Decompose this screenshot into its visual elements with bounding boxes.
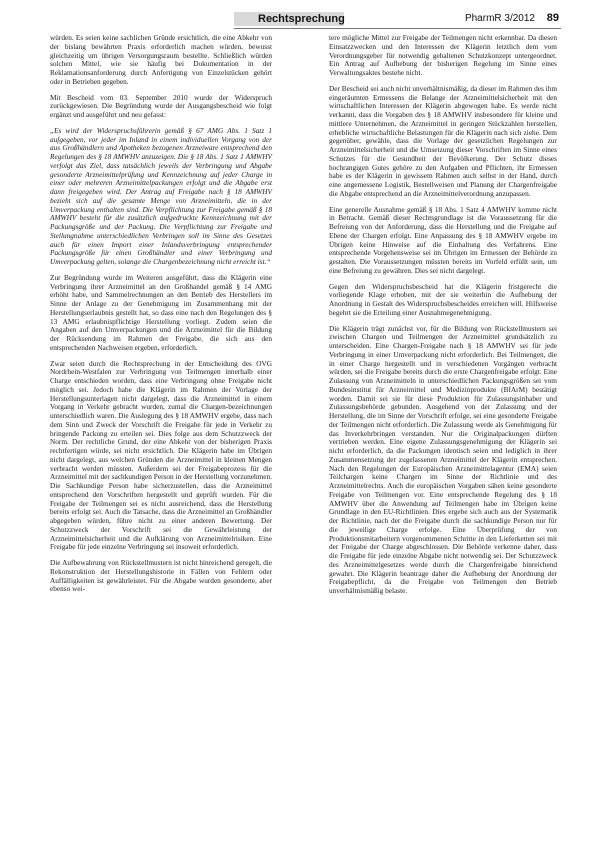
paragraph: würden. Es seien keine sachlichen Gründe ersichtlich, die eine Abkehr von der bislang bewährten Praxis erforderlich machen würden, bewusst gleichzeitig um übrigen Versorgungsraum bestellte. Schließlich würden solchen Mittel, wie sie häufig bei Dokumentation in der Reklamationsanforderung durch Anfertigung von Einzelstücken gehört oder in Betrieben gegeben. bbox=[50, 33, 272, 86]
right-column bbox=[329, 34, 557, 603]
section-title: Rechtsprechung bbox=[258, 13, 345, 25]
paragraph: Zur Begründung wurde im Weiteren ausgeführt, dass die Klägerin eine Verbringung ihrer Arzneimittel an den Großhandel gemäß § 14 AMG erhöht habe, und Sammelrechnungen an den Betrieb des Herstellers im Sinne der Anlage zu der Genehmigung im Zusammenhang mit der Herstellungserlaubnis gestellt hat, so dass eine nach den Regelungen des § 13 AMG erlaubnispflichtige Herstellung vorliegt. Zudem seien die Angaben auf den Umverpackungen und die Arzneimittel für die Bildung der Rücksendung im Rahmen der Freigabe, die sich aus den entsprechenden Nachweisen ergeben, erforderlich. bbox=[50, 272, 272, 352]
quoted-paragraph: „Es wird der Widerspruchsführerin gemäß § 67 AMG Abs. 1 Satz 1 aufgegeben, vor jeder im Inland in einem individuellen Vorgang von der aus Großhändlern und Apotheken bezogenen Arzneiware entsprechend den Regelungen des § 18 AMWHV anzuzeigen. Die § 18 Abs. 1 Satz 1 AMWHV verfolgt das Ziel, dass tatsächlich jeweils der Verbringung und Abgabe gesonderte Arzneimittelprüfung und Kennzeichnung auf jeder Charge in einer oder mehreren Arzneimittelpackungen erfolgt und die Abgabe erst dann freigegeben wird. Der Antrag auf Freigabe nach § 18 AMWHV bezieht sich auf die gesamte Menge von Arzneimitteln, die in der Umverpackung enthalten sind. Die Verpflichtung zur Freigabe gemäß § 18 AMWHV besteht für die zusätzlich aufgedruckte Kennzeichnung mit der Packungsgröße und der Packung. Die Verpflichtung zur Freigabe und Stellungnahme unterschiedlichen Verbringen soll im Sinne des Gesetzes auch für einen Import einer Inlandsverbringung entsprechender Packungsgröße für einen Großhändler und einer Verbringung und Umverpackung gelten, solange die Chargenbezeichnung nicht erreicht ist.“ bbox=[50, 125, 272, 266]
paragraph: Eine generelle Ausnahme gemäß § 18 Abs. 1 Satz 4 AMWHV komme nicht in Betracht. Gemäß dieser Rechtsgrundlage ist die Voraussetzung für die Befreiung von der Anforderung, dass die Herstellung und die Freigabe auf Ebene der Chargen erfolgt. Eine Anpassung des § 18 AMWHV ergebe im Übrigen keine Hinweise auf die Einhaltung des Verfahrens. Eine entsprechende Vorgehensweise sei im Übrigen im Ermessen der Behörde zu gestalten. Die Voraussetzungen müssten bereits im Vorfeld erfüllt sein, um eine Befreiung zu gewähren. Dies sei nicht dargelegt. bbox=[329, 204, 557, 275]
paragraph: tere mögliche Mittel zur Freigabe der Teilmengen nicht erkennbar. Da diesen Einsatzzwecken und den Interessen der Klägerin letztlich dem vom Verordnungsgeber für notwendig gehaltenen Schutzkonzept untergeordnet. Ein Antrag auf Aufhebung der bisherigen Regelung im Sinne eines Verwaltungsaktes bestehe nicht. bbox=[329, 33, 557, 77]
journal-issue: PharmR 3/2012 bbox=[464, 13, 535, 24]
paragraph: Mit Bescheid vom 03. September 2010 wurde der Widerspruch zurückgewiesen. Die Begründung wurde der Ausgangsbescheid wie folgt ergänzt und ausgeführt und neu gefasst: bbox=[50, 92, 272, 119]
page-number: 89 bbox=[546, 12, 559, 24]
paragraph: Gegen den Widerspruchsbescheid hat die Klägerin fristgerecht die vorliegende Klage erhoben, mit der sie weiterhin die Aufhebung der Anordnung in Gestalt des Widerspruchsbescheides erreichen will. Hilfsweise begehrt sie die Erteilung einer Ausnahmegenehmigung. bbox=[329, 281, 557, 317]
paragraph: Die Aufbewahrung von Rückstellmustern ist nicht hinreichend geregelt, die Rekonstruktion der Herstellungshistorie in Fällen von Fehlern oder Auffälligkeiten ist gewährleistet. Für die Abgabe wurden gesonderte, aber ebenso wei- bbox=[50, 558, 272, 594]
paragraph: Die Klägerin trägt zunächst vor, für die Bildung von Rückstellmustern sei zwischen Chargen und Teilmengen der Arzneimittel grundsätzlich zu unterscheiden. Eine Chargen-Freigabe nach § 18 AMWHV sei für jede Verbringung in einer Umverpackung nicht erforderlich. Bei Teilmengen, die in einer Charge hergestellt und in verschiedenen Vorgängen verbracht würden, sei die Freigabe bereits durch die erste Chargenfreigabe erfolgt. Eine Zulassung von Arzneimitteln in unterschiedlichen Packungsgrößen sei vom Bundesinstitut für Arzneimittel und Medizinprodukte (BfArM) bestätigt worden. Damit sei sie für diese Produktion für Zulassungsinhaber und Zulassungsbehörde gebunden. Ausgehend von der Zulassung und der Herstellung, die im Sinne der Vorschrift erfolge, sei eine gesonderte Freigabe der Teilmengen nicht erforderlich. Die Zulassung werde als Genehmigung für das Inverkehrbringen verstanden. Nur die Originalpackungen dürften vertrieben werden. Eine eigene Zulassungsgenehmigung der Klägerin sei nicht erforderlich, da die Packungen identisch seien und lediglich in ihrer Zusammensetzung der zugelassenen Arzneimittel der Klägerin entsprechen. Nach den Regelungen der Europäischen Arzneimittelagentur (EMA) seien Teilchargen keine Chargen im Sinne der Richtlinie und des Arzneimittelrechts. Auch die europäischen Vorgaben sähen keine gesonderte Freigabe von Teilmengen vor. Eine entsprechende Regelung des § 18 AMWHV über die Anwendung auf Teilmengen habe im Übrigen keine Grundlage in den EU-Richtlinien. Dies ergebe sich auch aus der Systematik der Richtlinie, nach der die Freigabe durch die sachkundige Person nur für die jeweilige Charge erfolge. Eine Überprüfung der von Produktionsmitarbeitern vorgenommenen Schritte in den Lieferketten sei mit der Freigabe der Charge abgeschlossen. Die Behörde verkenne daher, dass die Freigabe für jede einzelne Abgabe nicht notwendig sei. Der Schutzzweck des Arzneimittelgesetzes werde durch die Chargenfreigabe hinreichend gewahrt. Die Klägerin beantrage daher die Aufhebung der Anordnung der Freigabepflicht, da die Freigabe von Teilmengen den Betrieb unverhältnismäßig belaste. bbox=[329, 323, 557, 595]
paragraph: Der Bescheid sei auch nicht unverhältnismäßig, da dieser im Rahmen des ihm eingeräumten Ermessens die Belange der Arzneimittelsicherheit mit den wirtschaftlichen Interessen der Klägerin abgewogen habe. Es werde nicht verkannt, dass die Vorgaben des § 18 AMWHV insbesondere für kleine und mittlere Unternehmen, die Arzneimittel in geringen Stückzahlen herstellen, erhebliche wirtschaftliche Belastungen für die Klägerin nach sich ziehe. Dem gegenüber, gewähle, dass die Vorlage der gesetzlichen Regelungen zur Arzneimittelsicherheit und die Umsetzung dieser Vorschriften im Sinne eines Schutzes für die Gesundheit der Bevölkerung. Der Schutz dieses hochrangigen Gutes gehöre zu den Aufgaben und Pflichten, ihr Ermessen habe es der Klägerin in gewissem Rahmen auch selbst in der Hand, durch eine angemessene Logistik, Bestellweisen und Planung der Chargenfreigabe die Abgabe entsprechend an die Arzneimittelverordnung anzupassen. bbox=[329, 83, 557, 198]
paragraph: Zwar seien durch die Rechtsprechung in der Entscheidung des OVG Nordrhein-Westfalen zur Verbringung von Teilmengen innerhalb einer Charge entschieden worden, dass eine Verbringung ohne Freigabe nicht möglich sei. Jedoch habe die Klägerin im Rahmen der Vorlage der Herstellungsunterlagen nicht dargelegt, dass die Arzneimittel in einem Vorgang in Verkehr gebracht wurden, zumal die Chargen-bezeichnungen unterschiedlich waren. Die Auslegung des § 18 AMWHV ergebe, dass nach dem Sinn und Zweck der Vorschrift die Freigabe für jede in Verkehr zu bringende Packung zu erteilen sei. Dies folge aus dem Schutzzweck der Norm. Der rechtliche Grund, der eine Abkehr von der bisherigen Praxis rechtfertigen würde, sei nicht ersichtlich. Die Klägerin habe im Übrigen nicht dargelegt, aus welchen Gründen die Arzneimittel in kleinen Mengen verbracht werden müssten. Außerdem sei der Freigabeprozess für die Arzneimittel mit der sachkundigen Person in der Herstellung vorzunehmen. Die Sachkundige Person habe sicherzustellen, dass die Arzneimittel entsprechend den Vorschriften hergestellt und geprüft wurden. Für die Freigabe der Teilmengen sei es nicht ausreichend, dass die Herstellung bereits erfolgt sei. Auch die Tatsache, dass die Arzneimittel an Großhändler abgegeben würden, führe nicht zu einer anderen Bewertung. Der Schutzzweck der Vorschrift sei die Gewährleistung der Arzneimittelsicherheit und die Aufklärung von Arzneimittelrisiken. Eine Freigabe für jede einzelne Verbringung sei insoweit erforderlich. bbox=[50, 358, 272, 552]
header-rule bbox=[234, 28, 561, 29]
left-column bbox=[50, 34, 272, 601]
